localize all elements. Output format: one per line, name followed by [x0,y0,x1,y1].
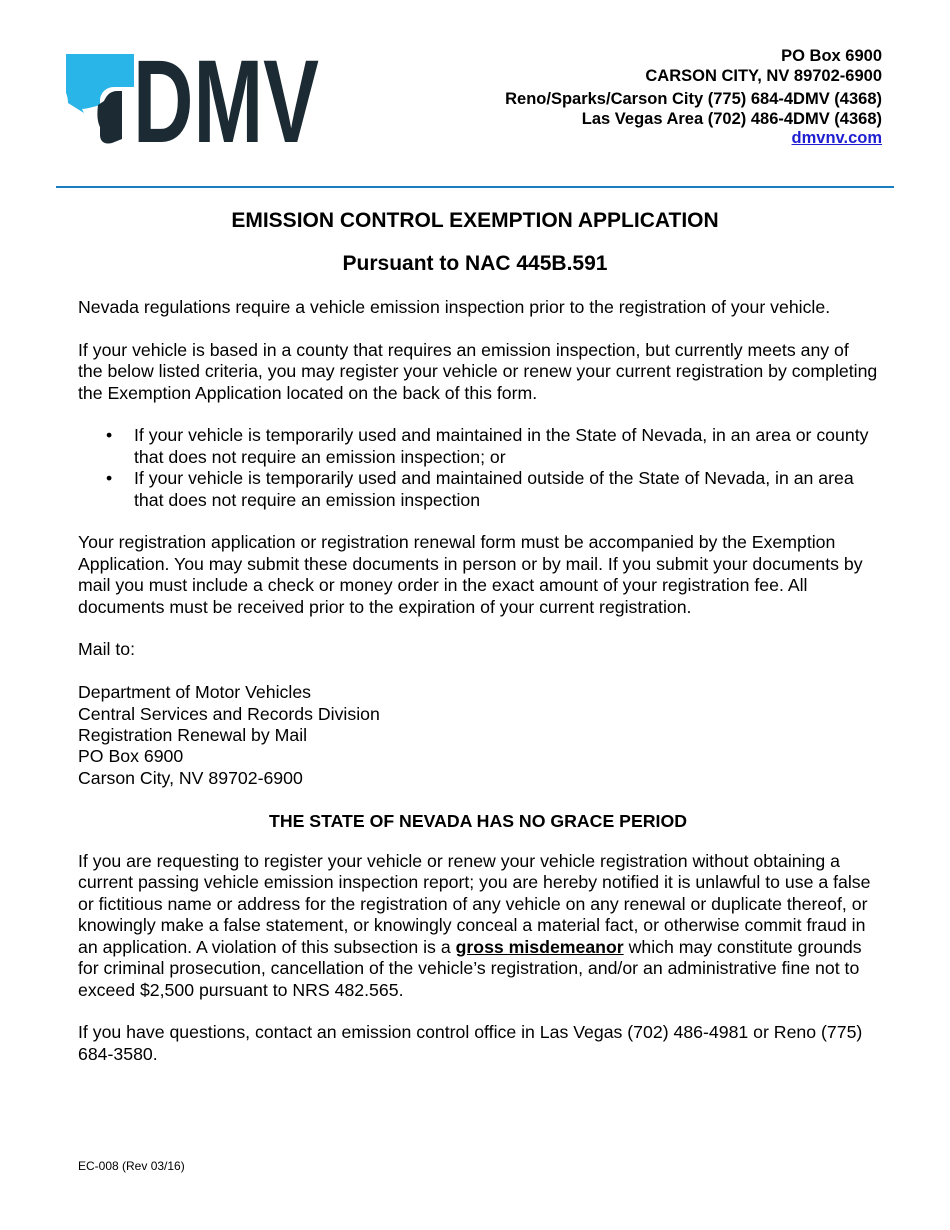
criteria-paragraph: If your vehicle is based in a county that requires an emission inspection, but currently meets any of the below listed criteria, you may register your vehicle or renew your current registration by completing the Exemption Application located on the back of this form. [78,339,878,403]
dmv-logo-text: DMV [133,36,319,168]
gross-misdemeanor-emphasis: gross misdemeanor [455,936,624,957]
form-number: EC-008 (Rev 03/16) [78,1159,185,1173]
fraud-text-end: which may constitute grounds for criminal prosecution, cancellation of the vehicle’s registration, and/or an administrative fine not to exceed $2,500 pursuant to NRS 482.565. [78,936,862,1000]
address-line: Department of Motor Vehicles [78,682,311,703]
mail-to-label: Mail to: [78,639,136,660]
fraud-paragraph [78,851,878,1001]
address-line: Carson City, NV 89702-6900 [78,767,303,788]
contact-block [505,47,882,149]
address-line: Central Services and Records Division [78,703,380,724]
page-title: EMISSION CONTROL EXEMPTION APPLICATION [231,209,719,232]
dmv-logo [66,36,322,168]
body-text [78,297,878,1087]
mailing-address [78,682,878,789]
criteria-list [78,425,878,511]
fraud-text-start: If you are requesting to register your vehicle or renew your vehicle registration without obtaining a current passing vehicle emission inspection report; you are hereby notified it is unlawful to use a false or fictitious name or address for the registration of any vehicle on any renewal or duplicate thereof, or knowingly make a false statement, or knowingly conceal a material fact, or otherwise commit fraud in an application. A violation of this subsection is a [78,851,871,957]
city-state-zip: CARSON CITY, NV 89702-6900 [645,66,882,85]
grace-period-warning: THE STATE OF NEVADA HAS NO GRACE PERIOD [269,810,687,831]
contact-paragraph: If you have questions, contact an emission control office in Las Vegas (702) 486-4981 or Reno (775) 684-3580. [78,1022,863,1064]
po-box: PO Box 6900 [781,47,882,65]
website-link[interactable]: dmvnv.com [791,129,882,147]
phone-las-vegas: Las Vegas Area (702) 486-4DMV (4368) [581,109,882,128]
list-item: • If your vehicle is temporarily used and maintained outside of the State of Nevada, in an area that does not require an emission inspection [134,468,878,511]
address-line: Registration Renewal by Mail [78,725,308,746]
submission-paragraph: Your registration application or registration renewal form must be accompanied by the Exemption Application. You may submit these documents in person or by mail. If you submit your documents by mail you must include a check or money order in the exact amount of your registration fee. All documents must be received prior to the expiration of your current registration. [78,532,863,617]
page-subtitle: Pursuant to NAC 445B.591 [342,252,608,275]
header-divider [56,186,894,188]
phone-reno: Reno/Sparks/Carson City (775) 684-4DMV (4368) [505,90,882,108]
intro-paragraph: Nevada regulations require a vehicle emission inspection prior to the registration of your vehicle. [78,297,831,317]
list-item: • If your vehicle is temporarily used and maintained in the State of Nevada, in an area or county that does not require an emission inspection; or [134,425,878,468]
address-line: PO Box 6900 [78,746,184,767]
